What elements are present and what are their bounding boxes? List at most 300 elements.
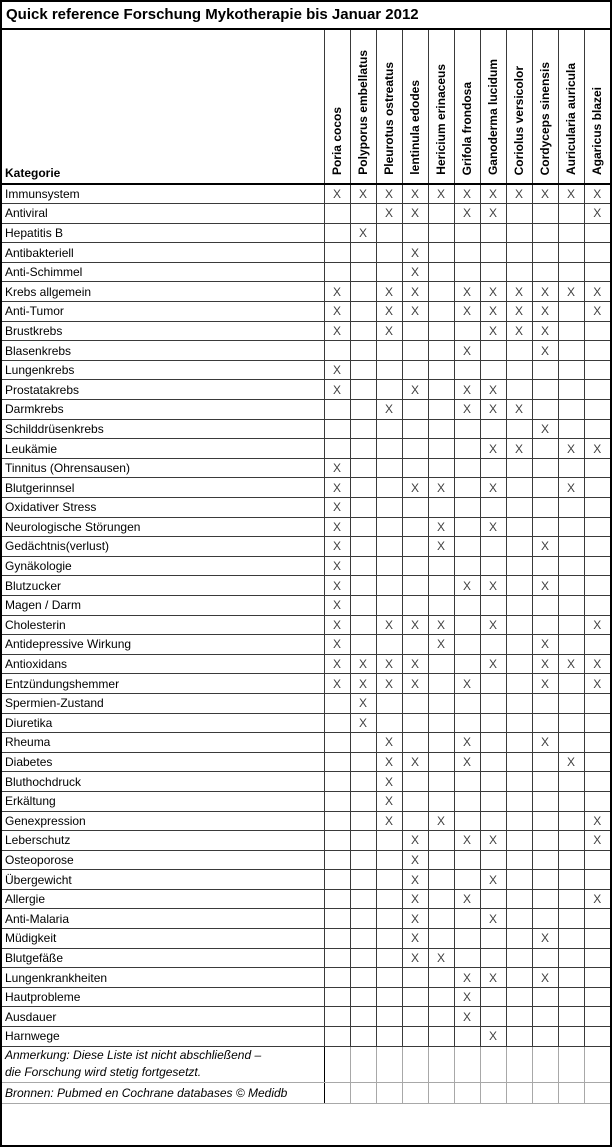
empty-cell bbox=[454, 556, 480, 576]
row-label: Genexpression bbox=[2, 811, 324, 831]
column-header bbox=[402, 30, 428, 184]
empty-cell bbox=[532, 615, 558, 635]
empty-cell bbox=[324, 1082, 350, 1103]
table-row bbox=[2, 556, 610, 576]
empty-cell bbox=[506, 204, 532, 224]
mark-cell: X bbox=[584, 674, 610, 694]
table-row bbox=[2, 733, 610, 753]
table-row bbox=[2, 831, 610, 851]
page-title: Quick reference Forschung Mykotherapie bis Januar 2012 bbox=[2, 2, 610, 30]
empty-cell bbox=[584, 968, 610, 988]
empty-cell bbox=[532, 752, 558, 772]
mark-cell: X bbox=[454, 889, 480, 909]
empty-cell bbox=[428, 204, 454, 224]
empty-cell bbox=[532, 1082, 558, 1103]
note-cell bbox=[2, 1046, 324, 1082]
table-row bbox=[2, 791, 610, 811]
mark-cell: X bbox=[558, 184, 584, 204]
empty-cell bbox=[428, 831, 454, 851]
empty-cell bbox=[558, 870, 584, 890]
empty-cell bbox=[376, 987, 402, 1007]
row-label: Erkältung bbox=[2, 791, 324, 811]
mark-cell: X bbox=[402, 654, 428, 674]
empty-cell bbox=[480, 772, 506, 792]
empty-cell bbox=[350, 556, 376, 576]
source-row bbox=[2, 1082, 610, 1103]
empty-cell bbox=[506, 615, 532, 635]
empty-cell bbox=[402, 772, 428, 792]
mark-cell: X bbox=[428, 184, 454, 204]
empty-cell bbox=[532, 243, 558, 263]
mark-cell: X bbox=[376, 811, 402, 831]
empty-cell bbox=[506, 987, 532, 1007]
mark-cell: X bbox=[376, 400, 402, 420]
mark-cell: X bbox=[350, 654, 376, 674]
mark-cell: X bbox=[428, 478, 454, 498]
empty-cell bbox=[584, 478, 610, 498]
table-row bbox=[2, 262, 610, 282]
empty-cell bbox=[376, 693, 402, 713]
mark-cell: X bbox=[532, 282, 558, 302]
empty-cell bbox=[480, 713, 506, 733]
empty-cell bbox=[402, 360, 428, 380]
row-label: Diuretika bbox=[2, 713, 324, 733]
mushroom-research-matrix bbox=[2, 30, 610, 1104]
empty-cell bbox=[532, 811, 558, 831]
mark-cell: X bbox=[584, 831, 610, 851]
empty-cell bbox=[558, 380, 584, 400]
empty-cell bbox=[324, 870, 350, 890]
mark-cell: X bbox=[454, 752, 480, 772]
mark-cell: X bbox=[402, 204, 428, 224]
mark-cell: X bbox=[532, 733, 558, 753]
empty-cell bbox=[402, 693, 428, 713]
mark-cell: X bbox=[402, 262, 428, 282]
empty-cell bbox=[454, 223, 480, 243]
mark-cell: X bbox=[376, 752, 402, 772]
empty-cell bbox=[454, 811, 480, 831]
mark-cell: X bbox=[480, 1027, 506, 1047]
empty-cell bbox=[558, 850, 584, 870]
empty-cell bbox=[428, 341, 454, 361]
mark-cell: X bbox=[402, 948, 428, 968]
empty-cell bbox=[376, 870, 402, 890]
empty-cell bbox=[428, 772, 454, 792]
row-label: Osteoporose bbox=[2, 850, 324, 870]
mark-cell: X bbox=[532, 321, 558, 341]
mark-cell: X bbox=[428, 537, 454, 557]
empty-cell bbox=[324, 909, 350, 929]
mark-cell: X bbox=[428, 635, 454, 655]
empty-cell bbox=[558, 889, 584, 909]
row-label: Lungenkrebs bbox=[2, 360, 324, 380]
row-label: Gynäkologie bbox=[2, 556, 324, 576]
table-row bbox=[2, 302, 610, 322]
table-row bbox=[2, 419, 610, 439]
empty-cell bbox=[506, 733, 532, 753]
mark-cell: X bbox=[532, 654, 558, 674]
row-label: Blutgefäße bbox=[2, 948, 324, 968]
empty-cell bbox=[584, 929, 610, 949]
empty-cell bbox=[506, 1046, 532, 1082]
empty-cell bbox=[324, 987, 350, 1007]
empty-cell bbox=[324, 791, 350, 811]
row-label: Hautprobleme bbox=[2, 987, 324, 1007]
empty-cell bbox=[428, 733, 454, 753]
empty-cell bbox=[558, 1082, 584, 1103]
empty-cell bbox=[584, 635, 610, 655]
empty-cell bbox=[428, 791, 454, 811]
empty-cell bbox=[506, 1027, 532, 1047]
empty-cell bbox=[428, 929, 454, 949]
table-row bbox=[2, 204, 610, 224]
empty-cell bbox=[428, 302, 454, 322]
column-header-label: Polyporus embellatus bbox=[356, 50, 370, 175]
mark-cell: X bbox=[402, 478, 428, 498]
mark-cell: X bbox=[480, 380, 506, 400]
empty-cell bbox=[324, 850, 350, 870]
mark-cell: X bbox=[402, 282, 428, 302]
empty-cell bbox=[376, 713, 402, 733]
empty-cell bbox=[506, 929, 532, 949]
mark-cell: X bbox=[376, 321, 402, 341]
empty-cell bbox=[428, 889, 454, 909]
empty-cell bbox=[480, 674, 506, 694]
empty-cell bbox=[350, 400, 376, 420]
mark-cell: X bbox=[584, 811, 610, 831]
empty-cell bbox=[584, 498, 610, 518]
empty-cell bbox=[454, 478, 480, 498]
mark-cell: X bbox=[532, 635, 558, 655]
row-label: Neurologische Störungen bbox=[2, 517, 324, 537]
column-header bbox=[428, 30, 454, 184]
mark-cell: X bbox=[506, 282, 532, 302]
table-row bbox=[2, 929, 610, 949]
empty-cell bbox=[324, 1027, 350, 1047]
empty-cell bbox=[402, 341, 428, 361]
mark-cell: X bbox=[558, 478, 584, 498]
empty-cell bbox=[454, 262, 480, 282]
empty-cell bbox=[506, 262, 532, 282]
empty-cell bbox=[324, 341, 350, 361]
empty-cell bbox=[324, 243, 350, 263]
mark-cell: X bbox=[376, 772, 402, 792]
empty-cell bbox=[428, 1027, 454, 1047]
table-row bbox=[2, 948, 610, 968]
table-row bbox=[2, 870, 610, 890]
empty-cell bbox=[324, 419, 350, 439]
empty-cell bbox=[454, 654, 480, 674]
empty-cell bbox=[532, 713, 558, 733]
empty-cell bbox=[584, 870, 610, 890]
empty-cell bbox=[584, 595, 610, 615]
empty-cell bbox=[428, 262, 454, 282]
table-row bbox=[2, 654, 610, 674]
empty-cell bbox=[506, 360, 532, 380]
empty-cell bbox=[506, 223, 532, 243]
empty-cell bbox=[480, 262, 506, 282]
empty-cell bbox=[558, 243, 584, 263]
empty-cell bbox=[480, 1082, 506, 1103]
column-header-label: Auricularia auricula bbox=[564, 62, 578, 175]
empty-cell bbox=[506, 1082, 532, 1103]
empty-cell bbox=[402, 987, 428, 1007]
empty-cell bbox=[480, 595, 506, 615]
empty-cell bbox=[558, 987, 584, 1007]
mark-cell: X bbox=[532, 674, 558, 694]
empty-cell bbox=[350, 243, 376, 263]
table-row bbox=[2, 752, 610, 772]
empty-cell bbox=[454, 909, 480, 929]
empty-cell bbox=[480, 243, 506, 263]
mark-cell: X bbox=[402, 752, 428, 772]
empty-cell bbox=[324, 223, 350, 243]
empty-cell bbox=[480, 223, 506, 243]
column-header bbox=[532, 30, 558, 184]
mark-cell: X bbox=[402, 674, 428, 694]
empty-cell bbox=[376, 576, 402, 596]
empty-cell bbox=[350, 595, 376, 615]
empty-cell bbox=[558, 262, 584, 282]
empty-cell bbox=[324, 693, 350, 713]
table-row bbox=[2, 341, 610, 361]
empty-cell bbox=[428, 243, 454, 263]
row-label: Antiviral bbox=[2, 204, 324, 224]
empty-cell bbox=[584, 223, 610, 243]
empty-cell bbox=[454, 1027, 480, 1047]
mark-cell: X bbox=[506, 439, 532, 459]
empty-cell bbox=[532, 889, 558, 909]
mark-cell: X bbox=[324, 576, 350, 596]
row-label: Hepatitis B bbox=[2, 223, 324, 243]
empty-cell bbox=[350, 576, 376, 596]
empty-cell bbox=[324, 713, 350, 733]
row-label: Cholesterin bbox=[2, 615, 324, 635]
empty-cell bbox=[480, 929, 506, 949]
empty-cell bbox=[350, 321, 376, 341]
mark-cell: X bbox=[480, 831, 506, 851]
table-row bbox=[2, 889, 610, 909]
empty-cell bbox=[506, 968, 532, 988]
empty-cell bbox=[532, 517, 558, 537]
mark-cell: X bbox=[376, 733, 402, 753]
empty-cell bbox=[324, 1046, 350, 1082]
empty-cell bbox=[428, 458, 454, 478]
matrix-body bbox=[2, 184, 610, 1046]
empty-cell bbox=[506, 850, 532, 870]
empty-cell bbox=[532, 909, 558, 929]
empty-cell bbox=[532, 948, 558, 968]
empty-cell bbox=[350, 850, 376, 870]
mark-cell: X bbox=[324, 654, 350, 674]
row-label: Entzündungshemmer bbox=[2, 674, 324, 694]
empty-cell bbox=[532, 380, 558, 400]
column-header-label: Agaricus blazei bbox=[590, 86, 605, 175]
empty-cell bbox=[454, 635, 480, 655]
mark-cell: X bbox=[532, 419, 558, 439]
table-row bbox=[2, 380, 610, 400]
empty-cell bbox=[324, 831, 350, 851]
mark-cell: X bbox=[454, 204, 480, 224]
empty-cell bbox=[376, 439, 402, 459]
empty-cell bbox=[506, 537, 532, 557]
table-row bbox=[2, 439, 610, 459]
table-row bbox=[2, 282, 610, 302]
empty-cell bbox=[402, 791, 428, 811]
empty-cell bbox=[350, 1007, 376, 1027]
empty-cell bbox=[558, 831, 584, 851]
empty-cell bbox=[428, 654, 454, 674]
empty-cell bbox=[558, 400, 584, 420]
note-line-1: Anmerkung: Diese Liste ist nicht abschließend – bbox=[5, 1048, 262, 1063]
table-row bbox=[2, 635, 610, 655]
mark-cell: X bbox=[584, 889, 610, 909]
mark-cell: X bbox=[532, 929, 558, 949]
empty-cell bbox=[584, 713, 610, 733]
empty-cell bbox=[428, 968, 454, 988]
category-header: Kategorie bbox=[2, 30, 324, 184]
table-row bbox=[2, 595, 610, 615]
empty-cell bbox=[376, 360, 402, 380]
mark-cell: X bbox=[584, 654, 610, 674]
empty-cell bbox=[428, 321, 454, 341]
empty-cell bbox=[350, 341, 376, 361]
empty-cell bbox=[454, 948, 480, 968]
empty-cell bbox=[454, 615, 480, 635]
mark-cell: X bbox=[532, 184, 558, 204]
table-row bbox=[2, 968, 610, 988]
table-row bbox=[2, 1027, 610, 1047]
empty-cell bbox=[558, 1027, 584, 1047]
empty-cell bbox=[454, 850, 480, 870]
empty-cell bbox=[558, 498, 584, 518]
empty-cell bbox=[558, 458, 584, 478]
empty-cell bbox=[558, 791, 584, 811]
mark-cell: X bbox=[506, 302, 532, 322]
table-row bbox=[2, 400, 610, 420]
empty-cell bbox=[584, 341, 610, 361]
empty-cell bbox=[376, 909, 402, 929]
empty-cell bbox=[584, 321, 610, 341]
empty-cell bbox=[480, 1007, 506, 1027]
mark-cell: X bbox=[402, 909, 428, 929]
empty-cell bbox=[350, 733, 376, 753]
table-row bbox=[2, 850, 610, 870]
empty-cell bbox=[428, 693, 454, 713]
empty-cell bbox=[402, 635, 428, 655]
mark-cell: X bbox=[480, 302, 506, 322]
table-row bbox=[2, 909, 610, 929]
mark-cell: X bbox=[402, 302, 428, 322]
mark-cell: X bbox=[480, 282, 506, 302]
empty-cell bbox=[532, 595, 558, 615]
table-row bbox=[2, 615, 610, 635]
empty-cell bbox=[532, 400, 558, 420]
row-label: Krebs allgemein bbox=[2, 282, 324, 302]
empty-cell bbox=[480, 693, 506, 713]
empty-cell bbox=[402, 968, 428, 988]
empty-cell bbox=[454, 537, 480, 557]
empty-cell bbox=[558, 909, 584, 929]
empty-cell bbox=[324, 439, 350, 459]
empty-cell bbox=[402, 321, 428, 341]
empty-cell bbox=[454, 360, 480, 380]
row-label: Spermien-Zustand bbox=[2, 693, 324, 713]
empty-cell bbox=[376, 243, 402, 263]
empty-cell bbox=[376, 1027, 402, 1047]
mark-cell: X bbox=[350, 674, 376, 694]
mark-cell: X bbox=[428, 615, 454, 635]
row-label: Bluthochdruck bbox=[2, 772, 324, 792]
mark-cell: X bbox=[376, 674, 402, 694]
row-label: Müdigkeit bbox=[2, 929, 324, 949]
mark-cell: X bbox=[454, 282, 480, 302]
empty-cell bbox=[506, 595, 532, 615]
mark-cell: X bbox=[454, 341, 480, 361]
mark-cell: X bbox=[480, 576, 506, 596]
column-header bbox=[350, 30, 376, 184]
empty-cell bbox=[350, 889, 376, 909]
empty-cell bbox=[558, 556, 584, 576]
empty-cell bbox=[376, 458, 402, 478]
empty-cell bbox=[480, 850, 506, 870]
empty-cell bbox=[506, 1007, 532, 1027]
empty-cell bbox=[532, 850, 558, 870]
empty-cell bbox=[532, 478, 558, 498]
empty-cell bbox=[506, 380, 532, 400]
empty-cell bbox=[376, 498, 402, 518]
empty-cell bbox=[376, 1082, 402, 1103]
empty-cell bbox=[376, 478, 402, 498]
empty-cell bbox=[376, 831, 402, 851]
row-label: Oxidativer Stress bbox=[2, 498, 324, 518]
empty-cell bbox=[532, 360, 558, 380]
mark-cell: X bbox=[428, 811, 454, 831]
table-row bbox=[2, 713, 610, 733]
empty-cell bbox=[506, 791, 532, 811]
empty-cell bbox=[558, 615, 584, 635]
empty-cell bbox=[584, 791, 610, 811]
empty-cell bbox=[324, 262, 350, 282]
mark-cell: X bbox=[376, 184, 402, 204]
empty-cell bbox=[584, 1046, 610, 1082]
empty-cell bbox=[558, 360, 584, 380]
empty-cell bbox=[350, 380, 376, 400]
empty-cell bbox=[532, 831, 558, 851]
table-row bbox=[2, 517, 610, 537]
empty-cell bbox=[350, 478, 376, 498]
mark-cell: X bbox=[324, 635, 350, 655]
empty-cell bbox=[350, 752, 376, 772]
row-label: Magen / Darm bbox=[2, 595, 324, 615]
mark-cell: X bbox=[402, 243, 428, 263]
empty-cell bbox=[506, 517, 532, 537]
empty-cell bbox=[506, 243, 532, 263]
mark-cell: X bbox=[376, 204, 402, 224]
empty-cell bbox=[428, 556, 454, 576]
empty-cell bbox=[532, 1007, 558, 1027]
empty-cell bbox=[558, 929, 584, 949]
empty-cell bbox=[584, 1082, 610, 1103]
empty-cell bbox=[506, 831, 532, 851]
column-header bbox=[324, 30, 350, 184]
mark-cell: X bbox=[324, 674, 350, 694]
mark-cell: X bbox=[480, 909, 506, 929]
empty-cell bbox=[428, 282, 454, 302]
empty-cell bbox=[506, 419, 532, 439]
empty-cell bbox=[350, 948, 376, 968]
mark-cell: X bbox=[584, 184, 610, 204]
